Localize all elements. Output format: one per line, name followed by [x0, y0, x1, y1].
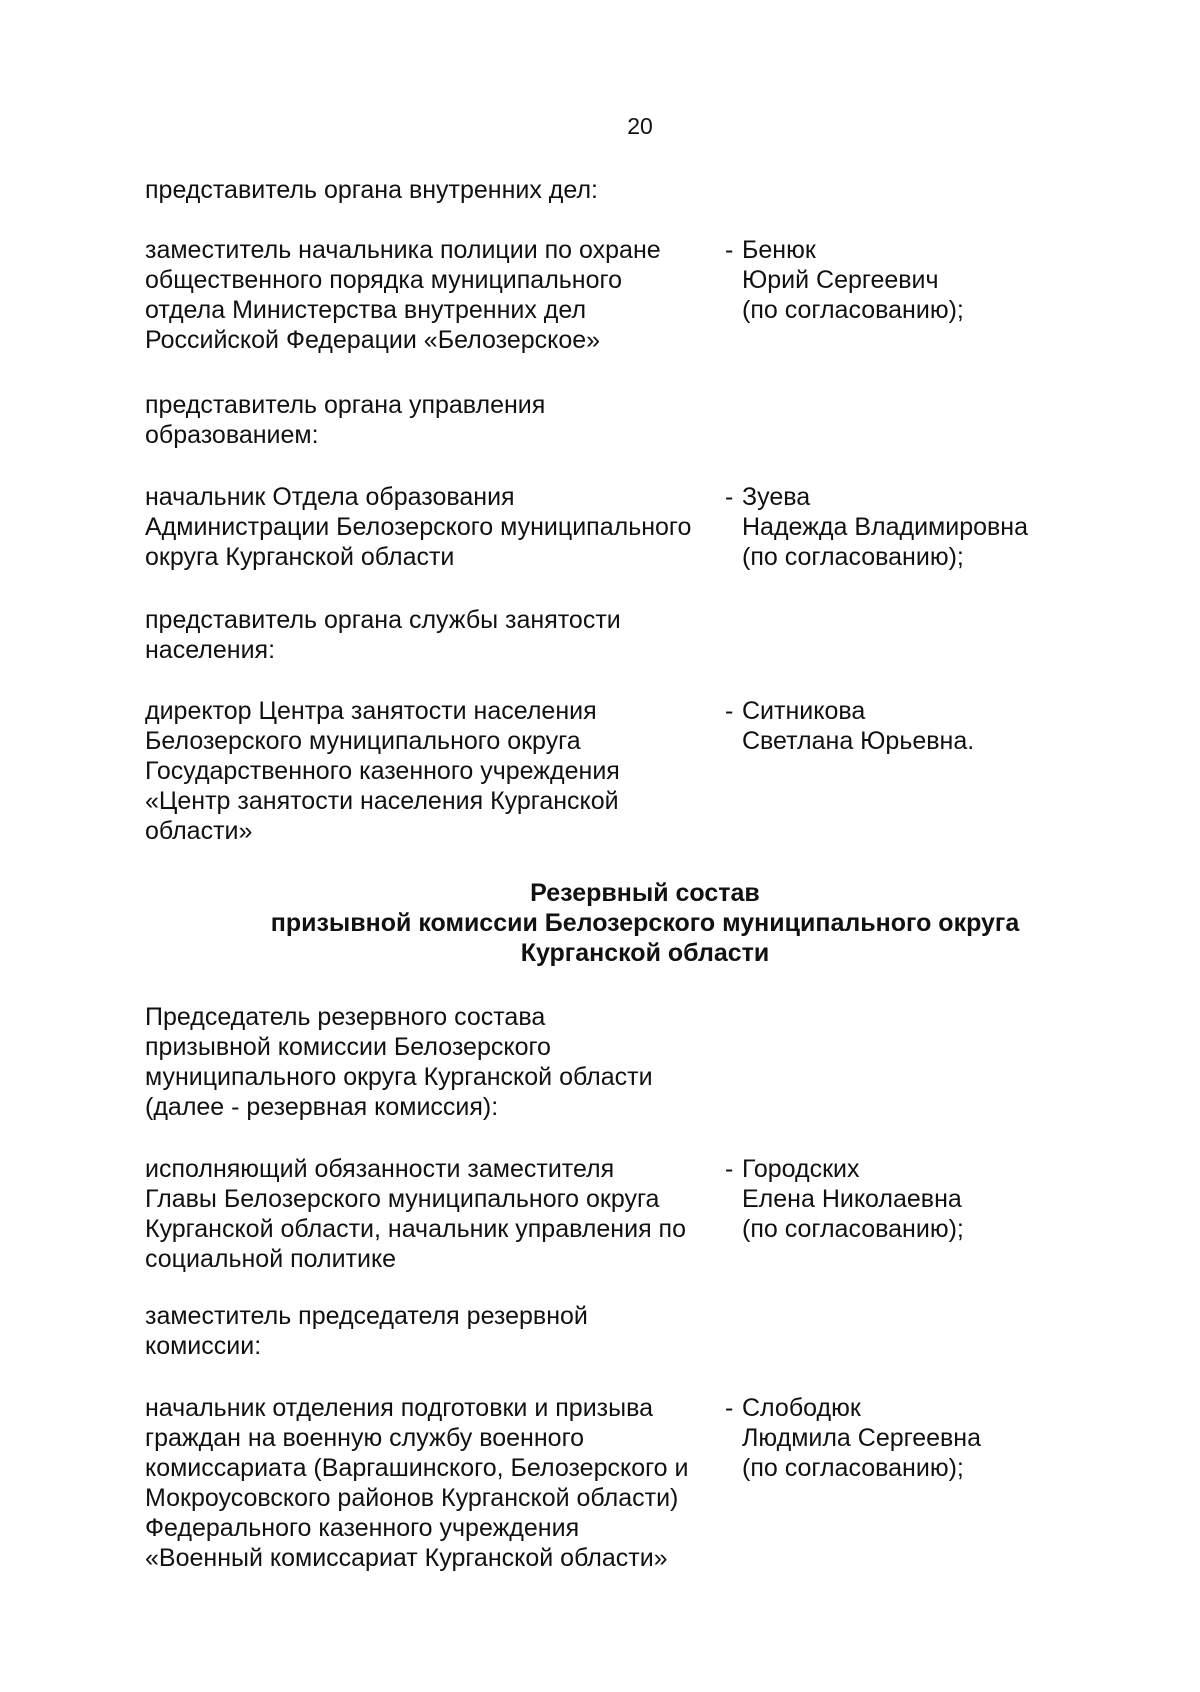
member-position: начальник Отдела образования Администрации Белозерского муниципального округа Курганской области [145, 483, 692, 571]
member-name: Зуева Надежда Владимировна (по согласованию); [742, 483, 1028, 571]
internal-affairs-label: представитель органа внутренних дел: [145, 176, 599, 204]
education-label: представитель органа управления образованием: [145, 391, 546, 449]
member-position: директор Центра занятости населения Белозерского муниципального округа Государственного казенного учреждения «Центр занятости населения Курганской области» [145, 697, 620, 845]
member-dash: - [725, 697, 734, 725]
member-name: Бенюк Юрий Сергеевич (по согласованию); [742, 236, 964, 324]
member-position: начальник отделения подготовки и призыва граждан на военную службу военного комиссариата (Варгашинского, Белозерского и Мокроусовского районов Курганской области) Федерального казенного учреждения «Военный комиссариат Курганской области» [145, 1394, 689, 1572]
member-name: Ситникова Светлана Юрьевна. [742, 697, 975, 755]
member-position: исполняющий обязанности заместителя Главы Белозерского муниципального округа Курганской области, начальник управления по социальной политике [145, 1155, 686, 1273]
deputy-label: заместитель председателя резервной комиссии: [145, 1302, 588, 1360]
member-dash: - [725, 236, 734, 264]
employment-label: представитель органа службы занятости населения: [145, 606, 621, 664]
member-dash: - [725, 483, 734, 511]
member-dash: - [725, 1394, 734, 1422]
member-name: Слободюк Людмила Сергеевна (по согласованию); [742, 1394, 982, 1482]
member-position: заместитель начальника полиции по охране общественного порядка муниципального отдела Министерства внутренних дел Российской Федерации «Белозерское» [145, 236, 661, 354]
reserve-section-heading: Резервный состав призывной комиссии Белозерского муниципального округа Курганской области [270, 879, 1020, 967]
page-number: 20 [627, 113, 653, 139]
member-dash: - [725, 1155, 734, 1183]
chairman-label: Председатель резервного состава призывной комиссии Белозерского муниципального округа Курганской области (далее - резервная комиссия): [145, 1003, 653, 1121]
member-name: Городских Елена Николаевна (по согласованию); [742, 1155, 964, 1243]
